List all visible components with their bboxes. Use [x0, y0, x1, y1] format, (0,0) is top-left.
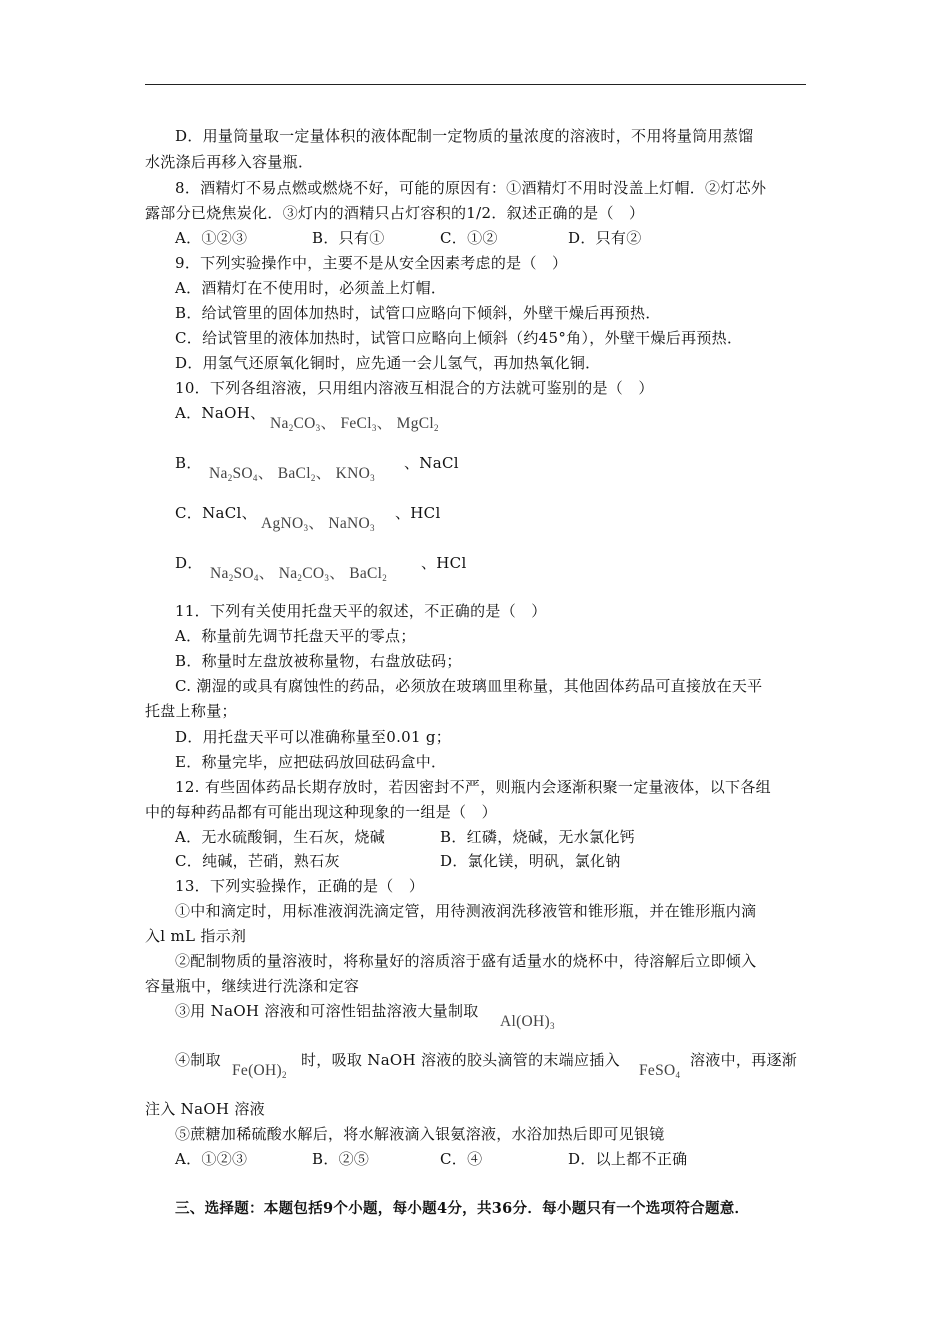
formula-fecl3: FeCl$_3$ — [340, 415, 377, 433]
q11-option-c-line2: 托盘上称量； — [145, 702, 237, 720]
q8-option-c: C．①② — [440, 229, 498, 247]
q12-stem-line2: 中的每种药品都有可能出现这种现象的一组是（ ） — [145, 803, 497, 821]
q13-item4-line2: 注入 NaOH 溶液 — [145, 1100, 265, 1118]
formula-bacl2: BaCl$_2$ — [277, 465, 316, 483]
q10-stem: 10．下列各组溶液，只用组内溶液互相混合的方法就可鉴别的是（ ） — [175, 379, 654, 397]
q12-option-b: B．红磷，烧碱，无水氯化钙 — [440, 828, 635, 846]
q12-option-a: A．无水硫酸铜，生石灰，烧碱 — [175, 828, 386, 846]
formula-feoh2: $Fe(OH)_2$ — [232, 1062, 287, 1080]
q11-option-d: D．用托盘天平可以准确称量至0.01 g； — [175, 728, 452, 746]
q13-option-d: D．以上都不正确 — [568, 1150, 688, 1168]
q10-option-a-prefix: A．NaOH、 — [175, 404, 266, 422]
q12-stem-line1: 12. 有些固体药品长期存放时，若因密封不严，则瓶内会逐渐积聚一定量液体，以下各组 — [175, 778, 771, 796]
formula-na2co3: $Na_2CO_3$ — [270, 415, 321, 433]
header-rule — [145, 84, 806, 85]
q12-option-c: C．纯碱，芒硝，熟石灰 — [175, 852, 340, 870]
q13-item4-part2: 时，吸取 NaOH 溶液的胶头滴管的末端应插入 — [301, 1051, 620, 1069]
q13-item3: ③用 NaOH 溶液和可溶性铝盐溶液大量制取 — [175, 1002, 479, 1020]
q11-option-c-line1: C. 潮湿的或具有腐蚀性的药品，必须放在玻璃皿里称量，其他固体药品可直接放在天平 — [175, 677, 763, 695]
q11-option-a: A．称量前先调节托盘天平的零点； — [175, 627, 416, 645]
formula-mgcl2: MgCl$_2$ — [396, 415, 439, 433]
q10-option-d-suffix: 、HCl — [421, 554, 467, 572]
formula-kno3: $KNO_3$ — [335, 465, 375, 483]
section-3-heading: 三、选择题：本题包括9个小题，每小题4分，共36分．每小题只有一个选项符合题意． — [175, 1200, 750, 1217]
q9-stem: 9．下列实验操作中，主要不是从安全因素考虑的是（ ） — [175, 254, 568, 272]
q8-option-d: D．只有② — [568, 229, 642, 247]
q7-option-d-line1: D．用量筒量取一定量体积的液体配制一定物质的量浓度的溶液时，不用将量筒用蒸馏 — [175, 127, 754, 145]
q10-option-b-formulas: $Na_2SO_4$、 BaCl$_2$、 $KNO_3$ — [209, 465, 375, 483]
q10-option-c-formulas: AgNO$_3$、 NaNO$_3$ — [261, 515, 375, 533]
q11-option-b: B．称量时左盘放被称量物，右盘放砝码； — [175, 652, 462, 670]
q13-item2-line2: 容量瓶中，继续进行洗涤和定容 — [145, 977, 360, 995]
q10-option-d-prefix: D． — [175, 554, 203, 572]
formula-feso4: FeSO$_4$ — [639, 1062, 681, 1080]
formula-bacl2-2: BaCl$_2$ — [349, 565, 388, 583]
q7-option-d-line2: 水洗涤后再移入容量瓶． — [145, 153, 314, 171]
q13-option-a: A．①②③ — [175, 1150, 248, 1168]
q13-item1-line1: ①中和滴定时，用标准液润洗滴定管，用待测液润洗移液管和锥形瓶，并在锥形瓶内滴 — [175, 902, 757, 920]
formula-na2co3-2: $Na_2CO_3$ — [278, 565, 330, 583]
q10-option-b-prefix: B． — [175, 454, 202, 472]
q13-item4-part3: 溶液中，再逐渐 — [690, 1051, 798, 1069]
q13-option-c: C．④ — [440, 1150, 483, 1168]
q13-item2-line1: ②配制物质的量溶液时，将称量好的溶质溶于盛有适量水的烧杯中，待溶解后立即倾入 — [175, 952, 757, 970]
q10-option-d-formulas: $Na_2SO_4$、 $Na_2CO_3$、 BaCl$_2$ — [210, 565, 388, 583]
formula-na2so4-2: $Na_2SO_4$ — [210, 565, 259, 583]
q13-stem: 13．下列实验操作，正确的是（ ） — [175, 877, 425, 895]
q11-option-e: E．称量完毕，应把砝码放回砝码盒中． — [175, 753, 447, 771]
formula-aloh3: $Al(OH)_3$ — [500, 1013, 555, 1031]
q13-option-b: B．②⑤ — [312, 1150, 370, 1168]
formula-agno3: AgNO$_3$ — [261, 515, 309, 533]
q9-option-c: C．给试管里的液体加热时，试管口应略向上倾斜（约45°角），外壁干燥后再预热． — [175, 329, 743, 347]
q10-option-a-formulas: $Na_2CO_3$、 FeCl$_3$、 MgCl$_2$ — [270, 415, 439, 433]
q13-item4-part1: ④制取 — [175, 1051, 221, 1069]
q9-option-b: B．给试管里的固体加热时，试管口应略向下倾斜，外壁干燥后再预热． — [175, 304, 661, 322]
q10-option-c-prefix: C．NaCl、 — [175, 504, 257, 522]
q9-option-a: A．酒精灯在不使用时，必须盖上灯帽． — [175, 279, 447, 297]
formula-nano3: NaNO$_3$ — [328, 515, 375, 533]
q8-stem-line1: 8．酒精灯不易点燃或燃烧不好，可能的原因有：①酒精灯不用时没盖上灯帽．②灯芯外 — [175, 179, 767, 197]
q8-option-b: B．只有① — [312, 229, 385, 247]
q12-option-d: D．氯化镁，明矾，氯化钠 — [440, 852, 621, 870]
q10-option-c-suffix: 、HCl — [395, 504, 441, 522]
q13-item5: ⑤蔗糖加稀硫酸水解后，将水解液滴入银氨溶液，水浴加热后即可见银镜 — [175, 1125, 665, 1143]
q8-stem-line2: 露部分已烧焦炭化．③灯内的酒精只占灯容积的1/2．叙述正确的是（ ） — [145, 204, 645, 222]
formula-na2so4: $Na_2SO_4$ — [209, 465, 258, 483]
q11-stem: 11．下列有关使用托盘天平的叙述，不正确的是（ ） — [175, 602, 547, 620]
q8-option-a: A．①②③ — [175, 229, 248, 247]
q13-item1-line2: 入l mL 指示剂 — [145, 927, 247, 945]
q9-option-d: D．用氢气还原氧化铜时，应先通一会儿氢气，再加热氧化铜． — [175, 354, 601, 372]
q10-option-b-suffix: 、NaCl — [404, 454, 459, 472]
